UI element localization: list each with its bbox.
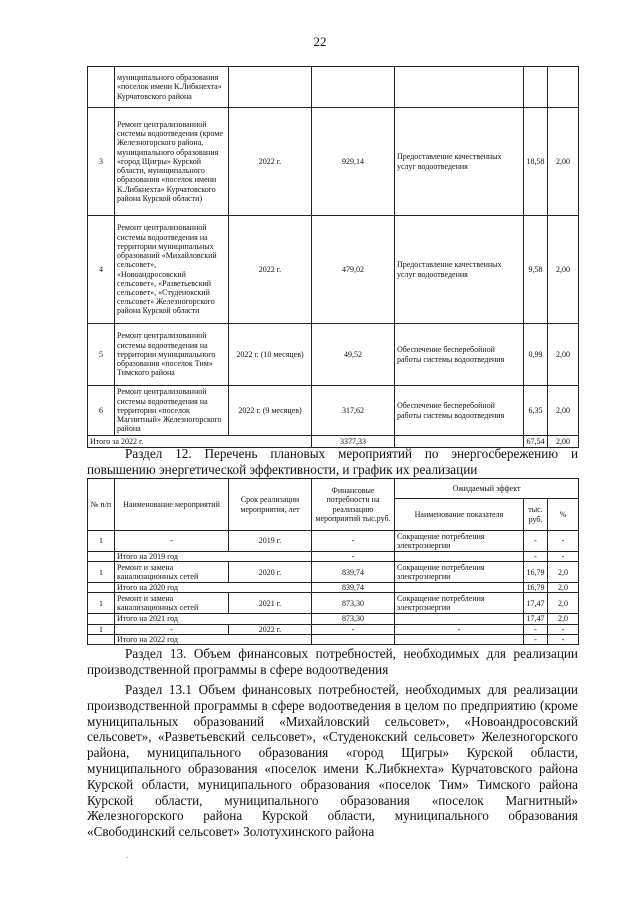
measure-period: 2022 г. (10 месяцев) [229, 324, 312, 386]
effect-value: 18,58 [524, 108, 548, 216]
row-number: 1 [88, 531, 115, 552]
row-number: 3 [88, 108, 115, 216]
effect-percent: 2,00 [548, 386, 579, 436]
total-value: - [524, 552, 548, 562]
effect-percent: 2,0 [548, 562, 579, 583]
effect-value: 17,47 [524, 593, 548, 614]
row-number: 1 [88, 562, 115, 583]
total-amount: - [312, 552, 395, 562]
table-row [88, 67, 579, 108]
measure-amount: 479,02 [312, 216, 395, 324]
measure-effect: Предоставление качественных услуг водоотведения [395, 216, 524, 324]
total-value: 16,79 [524, 583, 548, 593]
measure-period: 2022 г. [229, 624, 312, 634]
measure-name: Ремонт централизованной системы водоотведения на территории муниципального образования «поселок Тим» Тимского района [115, 324, 229, 386]
total-value: 17,47 [524, 614, 548, 624]
total-value: 67,54 [524, 436, 548, 448]
table-header-row [88, 479, 579, 499]
total-label: Итого на 2020 год [115, 583, 312, 593]
total-empty [395, 634, 524, 644]
measure-amount: - [312, 531, 395, 552]
repair-measures-table [87, 66, 579, 448]
measure-amount: 873,30 [312, 593, 395, 614]
measure-effect [395, 67, 524, 108]
row-number: 6 [88, 386, 115, 436]
header-value: тыс. руб. [524, 499, 548, 531]
measure-name: Ремонт централизованной системы водоотведения на территории «поселок Магнитный» Железногорского района [115, 386, 229, 436]
measure-name: Ремонт и замена канализационных сетей [115, 593, 229, 614]
total-percent: 2,0 [548, 614, 579, 624]
measure-name: Ремонт централизованной системы водоотведения (кроме Железногорского района, муниципального образования «город Щигры» Курской области, муниципального образования «поселок имени К.Либкнехта» Курчатовского района Курской области) [115, 108, 229, 216]
row-number: 1 [88, 624, 115, 634]
header-period: Срок реализации мероприятия, лет [229, 479, 312, 531]
measure-name: Ремонт централизованной системы водоотведения на территории муниципальных образований «Михайловский сельсовет», «Новоандросовский сельсовет», «Разветьевский сельсовет», «Студенокский сельсовет» Железногорского района Курской области [115, 216, 229, 324]
table-row [88, 531, 579, 552]
measure-amount [312, 67, 395, 108]
total-empty [395, 614, 524, 624]
measure-effect: Предоставление качественных услуг водоотведения [395, 108, 524, 216]
measure-amount: 839,74 [312, 562, 395, 583]
table-row [88, 593, 579, 614]
total-label: Итого на 2021 год [115, 614, 312, 624]
measure-period [229, 67, 312, 108]
table-row [88, 216, 579, 324]
measure-period: 2022 г. (9 месяцев) [229, 386, 312, 436]
table-row [88, 386, 579, 436]
header-indicator: Наименование показателя [395, 499, 524, 531]
effect-percent: 2,00 [548, 216, 579, 324]
total-empty [88, 634, 115, 644]
measure-period: 2019 г. [229, 531, 312, 552]
measure-name: - [115, 531, 229, 552]
total-percent: 2,0 [548, 583, 579, 593]
section-13-1-text: Раздел 13.1 Объем финансовых потребностей, необходимых для реализации производственной программы в сфере водоотведения в целом по предприятию (кроме муниципальных образований «Михайловский сельсовет», «Новоандросовский сельсовет», «Разветьевский сельсовет», «Студенокский сельсовет» Железногорского района, муниципального образования «город Щигры» Курской области, муниципального образования «поселок имени К.Либкнехта» Курчатовского района Курской области, муниципального образования «поселок Тим» Тимского района Курской области, муниципального образования «поселок Магнитный» Железногорского района Курской области, муниципального образования «Свободинский сельсовет» Золотухинского района [87, 682, 578, 840]
measure-amount: 317,62 [312, 386, 395, 436]
measure-amount: - [312, 624, 395, 634]
measure-name: муниципального образования «поселок имени К.Либкнехта» Курчатовского района [115, 67, 229, 108]
header-name: Наименование мероприятий [115, 479, 229, 531]
table-row [88, 562, 579, 583]
effect-value: - [524, 624, 548, 634]
total-amount: 839,74 [312, 583, 395, 593]
page-number: 22 [313, 34, 327, 49]
effect-percent [548, 67, 579, 108]
total-percent: 2,00 [548, 436, 579, 448]
measure-name: Ремонт и замена канализационных сетей [115, 562, 229, 583]
header-needs: Финансовые потребности на реализацию мероприятий тыс.руб. [312, 479, 395, 531]
measure-period: 2020 г. [229, 562, 312, 583]
effect-value: 0,99 [524, 324, 548, 386]
total-value: - [524, 634, 548, 644]
footnote-mark: . [126, 850, 129, 860]
row-number: 1 [88, 593, 115, 614]
measure-effect: Обеспечение бесперебойной работы системы водоотведения [395, 324, 524, 386]
indicator-name: - [395, 624, 524, 634]
total-amount [312, 634, 395, 644]
total-amount: 873,30 [312, 614, 395, 624]
table-total-row [88, 552, 579, 562]
total-empty [88, 583, 115, 593]
effect-percent: 2,0 [548, 593, 579, 614]
effect-value: 16,79 [524, 562, 548, 583]
measure-name: - [115, 624, 229, 634]
header-percent: % [548, 499, 579, 531]
measure-effect: Обеспечение бесперебойной работы системы водоотведения [395, 386, 524, 436]
total-label: Итого на 2022 год [115, 634, 312, 644]
table-total-row [88, 583, 579, 593]
total-empty [88, 614, 115, 624]
header-num: № п/п [88, 479, 115, 531]
effect-percent: - [548, 624, 579, 634]
measure-period: 2022 г. [229, 216, 312, 324]
measure-period: 2021 г. [229, 593, 312, 614]
row-number: 5 [88, 324, 115, 386]
total-empty [88, 552, 115, 562]
total-amount: 3377,33 [312, 436, 395, 448]
table-total-row [88, 614, 579, 624]
energy-saving-table [87, 478, 579, 645]
section-13-title: Раздел 13. Объем финансовых потребностей, необходимых для реализации производственной программы в сфере водоотведения [87, 646, 578, 677]
effect-percent: 2,00 [548, 108, 579, 216]
measure-amount: 929,14 [312, 108, 395, 216]
indicator-name: Сокращение потребления электроэнергии [395, 531, 524, 552]
total-percent: - [548, 552, 579, 562]
effect-value: 6,35 [524, 386, 548, 436]
indicator-name: Сокращение потребления электроэнергии [395, 593, 524, 614]
table-row [88, 624, 579, 634]
measure-period: 2022 г. [229, 108, 312, 216]
table-row [88, 324, 579, 386]
table-total-row [88, 634, 579, 644]
section-12-title: Раздел 12. Перечень плановых мероприятий по энергосбережению и повышению энергетической эффективности, и график их реализации [87, 446, 578, 477]
measure-amount: 49,52 [312, 324, 395, 386]
effect-percent: 2,00 [548, 324, 579, 386]
total-percent: - [548, 634, 579, 644]
row-number: 4 [88, 216, 115, 324]
row-number [88, 67, 115, 108]
total-empty [395, 552, 524, 562]
total-label: Итого на 2019 год [115, 552, 312, 562]
header-effect-group: Ожидаемый эффект [395, 479, 579, 499]
table-row [88, 108, 579, 216]
effect-value [524, 67, 548, 108]
total-empty [395, 583, 524, 593]
effect-percent: - [548, 531, 579, 552]
effect-value: 9,58 [524, 216, 548, 324]
total-label: Итого за 2022 г. [88, 436, 312, 448]
indicator-name: Сокращение потребления электроэнергии [395, 562, 524, 583]
effect-value: - [524, 531, 548, 552]
